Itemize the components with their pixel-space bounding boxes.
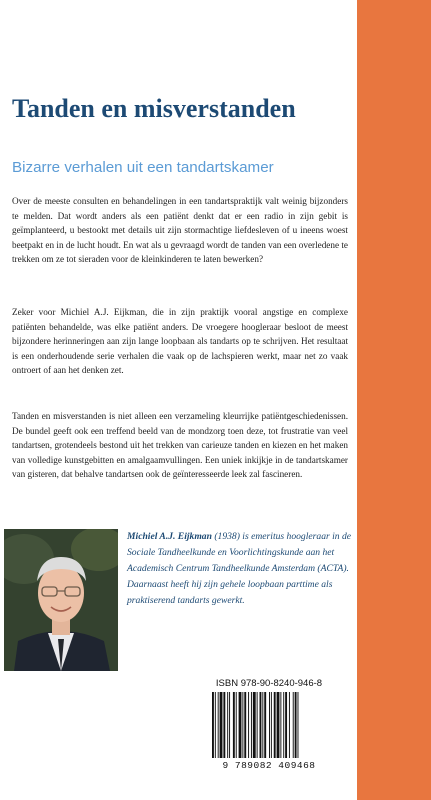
orange-side-band <box>357 0 431 800</box>
barcode-block <box>204 678 334 776</box>
blurb-paragraph-3: Tanden en misverstanden is niet alleen een verzameling kleurrijke patiëntgeschiedenissen. De bundel geeft ook een treffend beeld van de mondzorg toen deze, tot frustratie van veel tandartsen, grotendeels bestond uit het trekken van carieuze tanden en kiezen en het maken van volledige kunstgebitten en amalgaamvullingen. Een uniek inkijkje in de tandartskamer van gisteren, dat behalve tandartsen ook de geïnteresseerde leek zal fascineren. <box>12 411 348 479</box>
author-bio-text: (1938) is emeritus hoogleraar in de Sociale Tandheelkunde en Voorlichtingskunde aan het Academisch Centrum Tandheelkunde Amsterdam (ACTA). Daarnaast heeft hij zijn gehele loopbaan parttime als praktiserend tandarts gewerkt. <box>127 531 352 606</box>
blurb-paragraph-1: Over de meeste consulten en behandelingen in een tandartspraktijk valt weinig bijzonders te melden. Dat wordt anders als een patiënt denkt dat er een radio in zijn gebit is geïmplanteerd, u bestookt met details uit zijn stormachtige liefdesleven of u ineens woest beetpakt en in de lucht houdt. En wat als u gevraagd wordt de tanden van een overledene te trekken om ze tot sieraden voor de kleinkinderen te laten bewerken? <box>12 196 348 264</box>
book-subtitle: Bizarre verhalen uit een tandartskamer <box>12 159 274 176</box>
barcode-number: 9 789082 409468 <box>222 760 316 771</box>
book-title: Tanden en misverstanden <box>12 94 296 123</box>
barcode-icon <box>210 692 328 760</box>
author-photo <box>4 529 118 671</box>
author-bio <box>127 529 355 609</box>
blurb-paragraph-2: Zeker voor Michiel A.J. Eijkman, die in zijn praktijk vooral angstige en complexe patiënten behandelde, was elke patiënt anders. De vroegere hoogleraar besloot de meest bijzondere herinneringen aan zijn lange loopbaan als tandarts op te schrijven. Het resultaat is een onderhoudende serie verhalen die vaak op de lachspieren werkt, maar net zo vaak ontroert of aan het denken zet. <box>12 307 348 375</box>
author-name: Michiel A.J. Eijkman <box>127 531 212 542</box>
isbn-label: ISBN 978-90-8240-946-8 <box>215 678 323 689</box>
